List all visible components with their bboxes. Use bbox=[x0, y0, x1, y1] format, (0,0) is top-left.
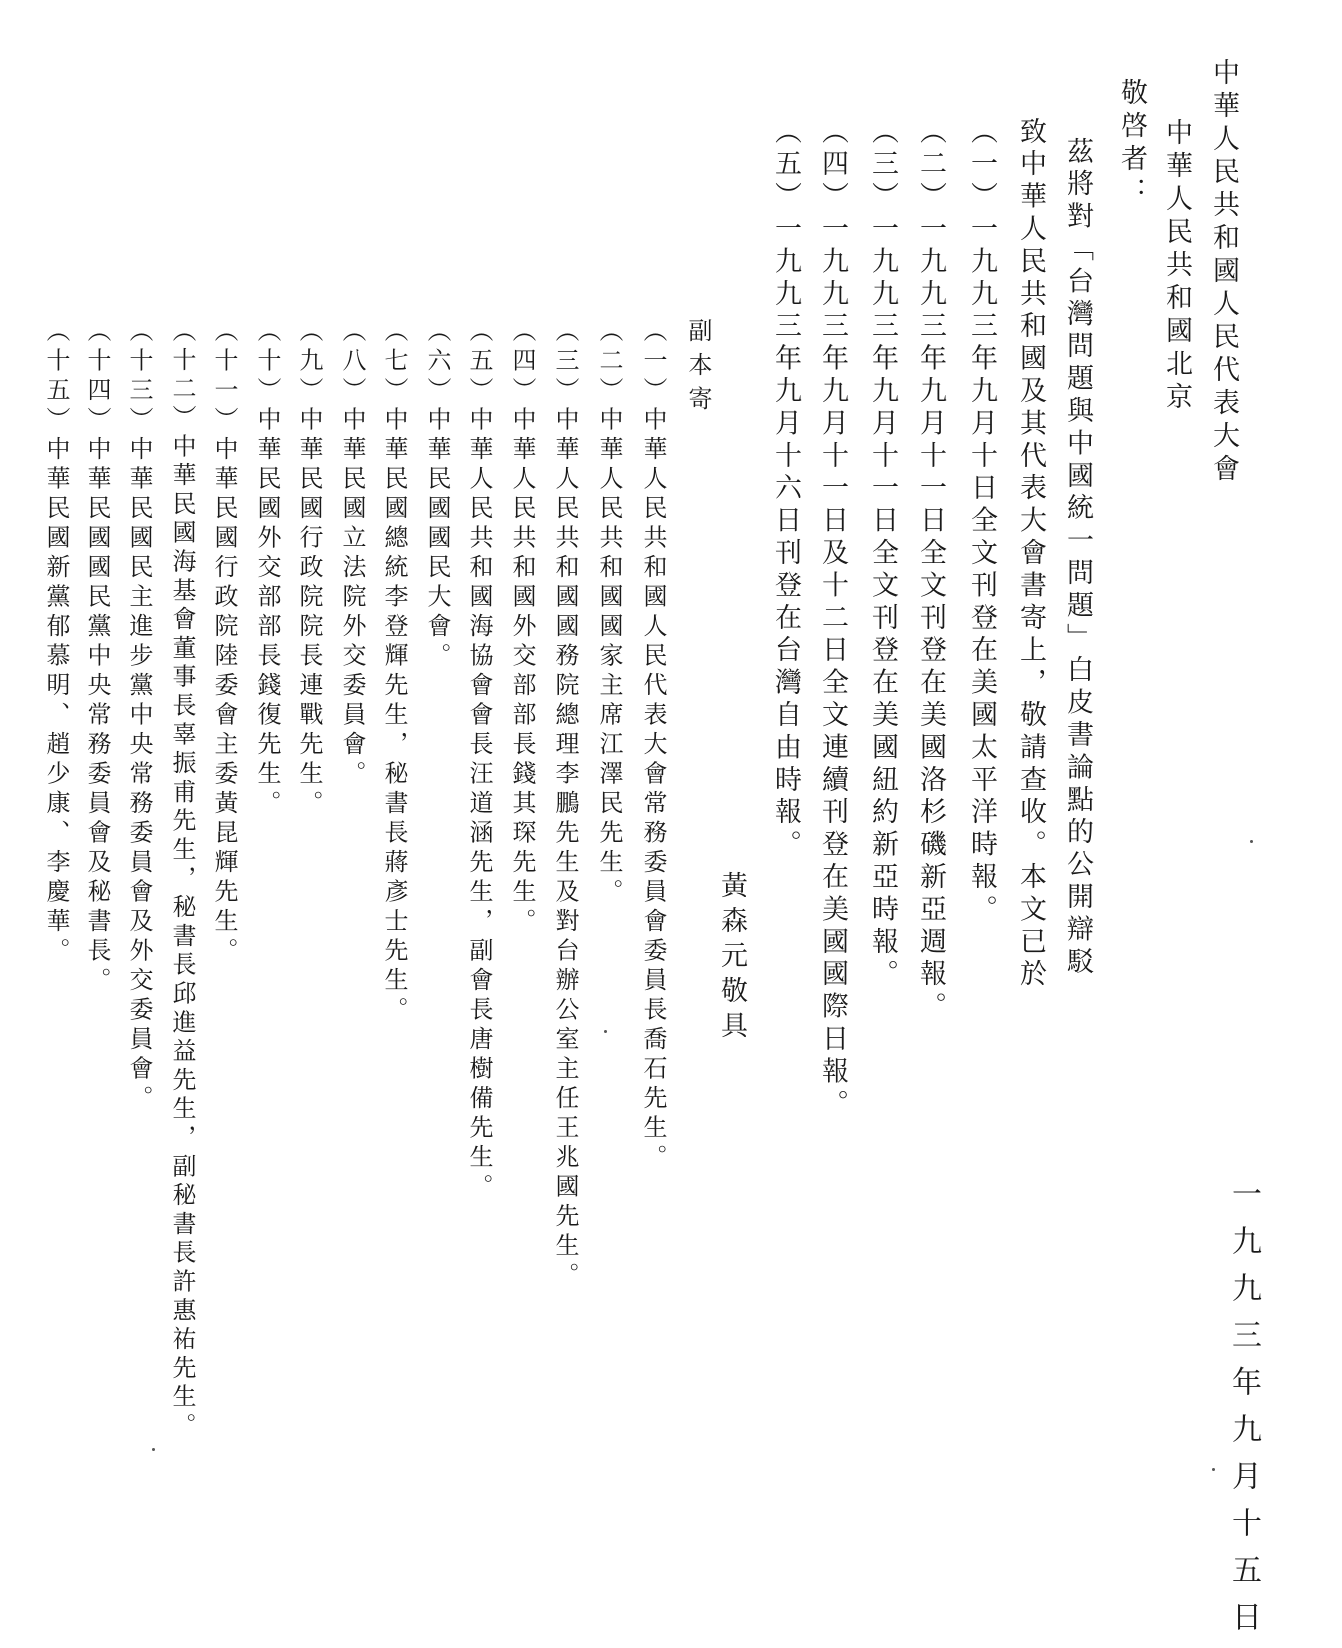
copy-item-9: （九）中華民國行政院院長連戰先生。 bbox=[295, 318, 323, 820]
copy-item-1: （一）中華人民共和國人民代表大會常務委員會委員長喬石先生。 bbox=[639, 318, 667, 1174]
scan-speck bbox=[1212, 1468, 1215, 1471]
copies-heading: 副本寄 bbox=[684, 318, 712, 420]
copy-item-11: （十一）中華民國行政院陸委會主委黃昆輝先生。 bbox=[210, 318, 238, 967]
copy-item-5: （五）中華人民共和國海協會會長汪道涵先生，副會長唐樹備先生。 bbox=[465, 318, 493, 1203]
copy-item-12: （十二）中華民國海基會董事長辜振甫先生，秘書長邱進益先生，副秘書長許惠祐先生。 bbox=[168, 318, 196, 1442]
copy-item-8: （八）中華民國立法院外交委員會。 bbox=[338, 318, 366, 790]
letter-date: 一九九三年九月十五日 bbox=[1226, 1178, 1261, 1648]
publication-3: （三）一九九三年九月十一日全文刊登在美國紐約新亞時報。 bbox=[867, 117, 898, 992]
signature: 黃森元敬具 bbox=[716, 871, 747, 1046]
copy-item-7: （七）中華民國總統李登輝先生，秘書長蔣彥士先生。 bbox=[380, 318, 408, 1026]
copy-item-3: （三）中華人民共和國國務院總理李鵬先生及對台辦公室主任王兆國先生。 bbox=[551, 318, 579, 1292]
copy-item-15: （十五）中華民國新黨郁慕明、趙少康、李慶華。 bbox=[42, 318, 70, 967]
scan-speck bbox=[1250, 840, 1253, 843]
copy-item-14: （十四）中華民國國民黨中央常務委員會及秘書長。 bbox=[83, 318, 111, 997]
copy-item-10: （十）中華民國外交部部長錢復先生。 bbox=[253, 318, 281, 820]
publication-1: （一）一九九三年九月十日全文刊登在美國太平洋時報。 bbox=[966, 117, 997, 927]
copy-item-13: （十三）中華民國民主進步黨中央常務委員會及外交委員會。 bbox=[125, 318, 153, 1115]
recipient-line-1: 中華人民共和國人民代表大會 bbox=[1208, 58, 1239, 487]
body-line-2: 致中華人民共和國及其代表大會書寄上，敬請查收。本文已於 bbox=[1015, 117, 1046, 992]
copy-item-2: （二）中華人民共和國國家主席江澤民先生。 bbox=[595, 318, 623, 908]
scan-speck bbox=[152, 1448, 155, 1451]
salutation: 敬啓者： bbox=[1116, 78, 1147, 210]
recipient-line-2: 中華人民共和國北京 bbox=[1161, 118, 1192, 415]
scan-speck bbox=[604, 1030, 607, 1033]
publication-4: （四）一九九三年九月十一日及十二日全文連續刊登在美國國際日報。 bbox=[817, 117, 848, 1122]
publication-5: （五）一九九三年九月十六日刊登在台灣自由時報。 bbox=[770, 117, 801, 863]
body-line-1: 茲將對「台灣問題與中國統一問題」白皮書論點的公開辯駁 bbox=[1062, 137, 1093, 980]
publication-2: （二）一九九三年九月十一日全文刊登在美國洛杉磯新亞週報。 bbox=[915, 117, 946, 1025]
copy-item-4: （四）中華人民共和國外交部部長錢其琛先生。 bbox=[508, 318, 536, 938]
copy-item-6: （六）中華民國國民大會。 bbox=[423, 318, 451, 672]
